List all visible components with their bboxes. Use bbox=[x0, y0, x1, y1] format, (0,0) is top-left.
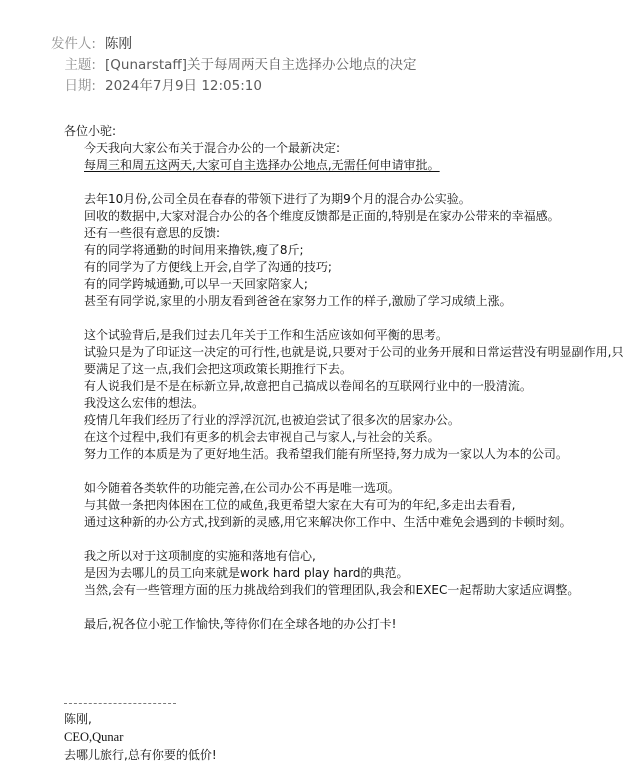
subject-row bbox=[0, 55, 642, 76]
closing-line: 最后,祝各位小驼工作愉快,等待你们在全球各地的办公打卡! bbox=[84, 617, 397, 631]
signature-divider bbox=[64, 703, 176, 704]
body-line: 有的同学为了方便线上开会,自学了沟通的技巧; bbox=[84, 260, 332, 274]
body-line: 我之所以对于这项制度的实施和落地有信心, bbox=[84, 549, 316, 563]
body-line: 努力工作的本质是为了更好地生活。我希望我们能有所坚持,努力成为一家以人为本的公司。 bbox=[84, 447, 568, 461]
body-line: 我没这么宏伟的想法。 bbox=[84, 396, 205, 410]
body-line: 如今随着各类软件的功能完善,在公司办公不再是唯一选项。 bbox=[84, 481, 400, 495]
body-line: 回收的数据中,大家对混合办公的各个维度反馈都是正面的,特别是在家办公带来的幸福感。 bbox=[84, 209, 560, 223]
body-line: 有人说我们是不是在标新立异,故意把自己搞成以卷闻名的互联网行业中的一股清流。 bbox=[84, 379, 532, 393]
body-line: 在这个过程中,我们有更多的机会去审视自己与家人,与社会的关系。 bbox=[84, 430, 440, 444]
body-line: 与其做一条把肉体困在工位的咸鱼,我更希望大家在大有可为的年纪,多走出去看看, bbox=[84, 498, 516, 512]
body-line: 是因为去哪儿的员工向来就是work hard play hard的典范。 bbox=[84, 566, 409, 580]
body-line: 去年10月份,公司全员在春春的带领下进行了为期9个月的混合办公实验。 bbox=[84, 192, 471, 206]
body-line: 甚至有同学说,家里的小朋友看到爸爸在家努力工作的样子,激励了学习成绩上涨。 bbox=[84, 294, 512, 308]
body-line: 还有一些很有意思的反馈: bbox=[84, 226, 221, 240]
body-paragraph: 通过这种新的办公方式,找到新的灵感,用它来解决你工作中、生活中难免会遇到的卡顿时刻。 bbox=[84, 515, 572, 529]
date-text: 2024年7月9日 12:05:10 bbox=[105, 78, 262, 94]
signature-slogan: 去哪儿旅行,总有你要的低价! bbox=[64, 748, 217, 762]
date-row bbox=[0, 76, 642, 97]
sender-label: 发件人: bbox=[50, 36, 96, 52]
email-header bbox=[0, 34, 642, 97]
email-body bbox=[64, 123, 624, 633]
signature-title: CEO,Qunar bbox=[64, 730, 124, 744]
sender-row bbox=[0, 34, 642, 55]
signature bbox=[64, 710, 217, 764]
body-paragraph: 试验只是为了印证这一决定的可行性,也就是说,只要对于公司的业务开展和日常运营没有明显副作用,只要满足了这一点,我们会把这项政策长期推行下去。 bbox=[84, 345, 624, 376]
sender-name: 陈刚 bbox=[105, 36, 132, 52]
decision-highlight: 每周三和周五这两天,大家可自主选择办公地点,无需任何申请审批。 bbox=[84, 158, 440, 172]
date-label: 日期: bbox=[64, 78, 96, 94]
greeting: 各位小驼: bbox=[64, 124, 117, 138]
body-line: 这个试验背后,是我们过去几年关于工作和生活应该如何平衡的思考。 bbox=[84, 328, 448, 342]
body-paragraph: 当然,会有一些管理方面的压力挑战给到我们的管理团队,我会和EXEC一起帮助大家适应调整。 bbox=[84, 583, 580, 597]
body-line: 今天我向大家公布关于混合办公的一个最新决定: bbox=[84, 141, 341, 155]
subject-text: [Qunarstaff]关于每周两天自主选择办公地点的决定 bbox=[105, 57, 417, 73]
subject-label: 主题: bbox=[64, 57, 96, 73]
body-line: 疫情几年我们经历了行业的浮浮沉沉,也被迫尝试了很多次的居家办公。 bbox=[84, 413, 460, 427]
signature-name: 陈刚, bbox=[64, 712, 92, 726]
body-line: 有的同学跨城通勤,可以早一天回家陪家人; bbox=[84, 277, 308, 291]
body-line: 有的同学将通勤的时间用来撸铁,瘦了8斤; bbox=[84, 243, 304, 257]
